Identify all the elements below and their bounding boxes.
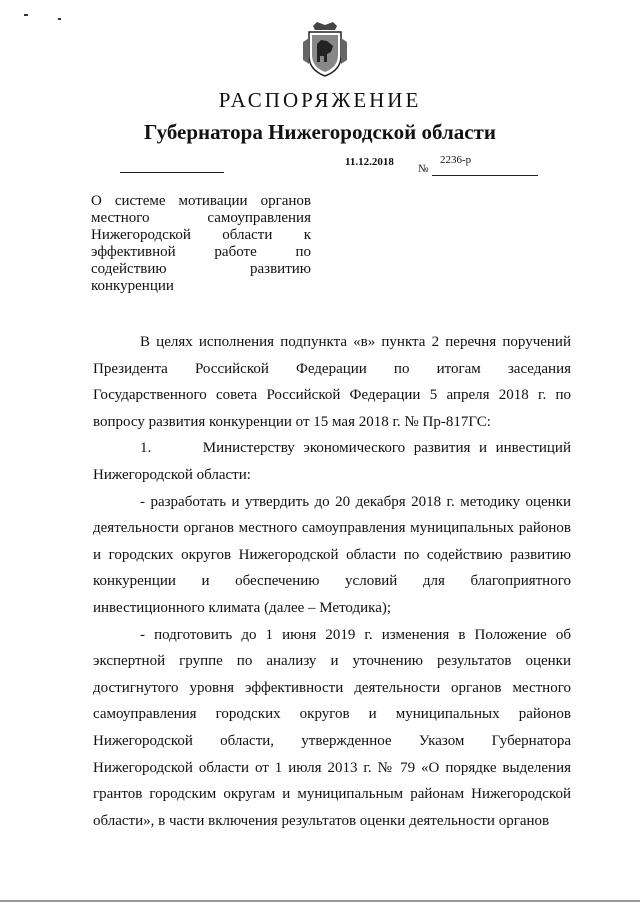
document-date: 11.12.2018 [345,156,394,168]
paragraph-preamble: В целях исполнения подпункта «в» пункта 2 перечня поручений Президента Российской Федерации по итогам заседания Государственного совета Российской Федерации 5 апреля 2018 г. по вопросу развития конкуренции от 15 мая 2018 г. № Пр-817ГС: [93,334,571,430]
number-line [432,175,538,176]
paragraph-task-methodology: - разработать и утвердить до 20 декабря 2018 г. методику оценки деятельности органов местного самоуправления муниципальных районов и городских округов Нижегородской области по содействию развитию конкуренции и обеспечению условий для благоприятного инвестиционного климата (далее – Методика); [93,493,571,616]
scan-mark [24,14,28,16]
document-subtitle: Губернатора Нижегородской области [144,120,496,144]
document-title: РАСПОРЯЖЕНИЕ [218,88,422,112]
coat-of-arms-icon [303,20,347,78]
scan-mark [0,900,640,902]
scan-mark [58,18,61,20]
document-subject: О системе мотивации органов местного самоуправления Нижегородской области к эффективной работе по содействию развитию конкуренции [91,193,311,294]
document-body [93,329,575,834]
paragraph-task-amendments: - подготовить до 1 июня 2019 г. изменения в Положение об экспертной группе по анализу и уточнению результатов оценки достигнутого уровня эффективности деятельности органов местного самоуправления городских округов и муниципальных районов Нижегородской области, утвержденное Указом Губернатора Нижегородской области от 1 июля 2013 г. № 79 «О порядке выделения грантов городским округам и муниципальным районам Нижегородской области», в части включения результатов оценки деятельности органов [93,626,571,829]
number-sign: № [418,163,429,175]
document-number: 2236-р [440,154,472,166]
date-line-left [120,172,224,173]
paragraph-item-1: 1. Министерству экономического развития и инвестиций Нижегородской области: [93,440,575,483]
